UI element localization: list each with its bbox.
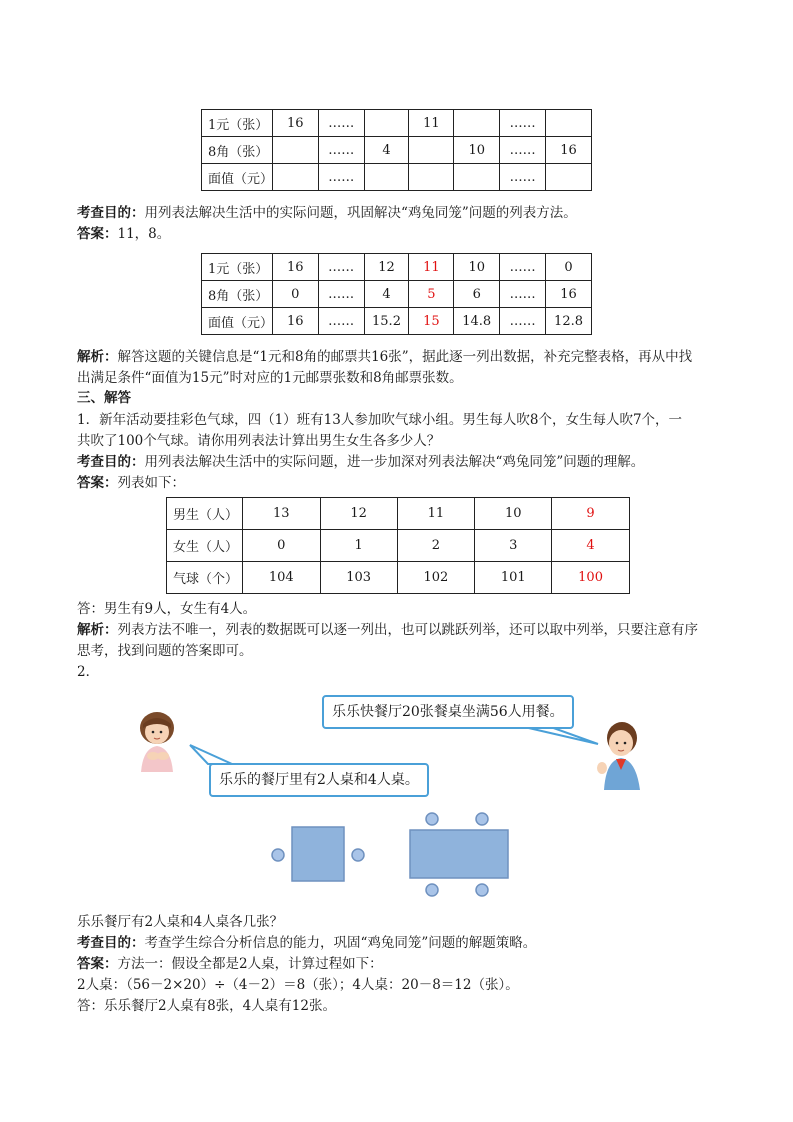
table-cell: 0 <box>242 530 320 562</box>
answer-label: 答案 <box>77 956 104 972</box>
table-cell: …… <box>500 137 546 164</box>
table-cell: 2 <box>397 530 475 562</box>
table-cell <box>272 164 318 191</box>
seat-icon <box>426 884 438 896</box>
label-colon: ： <box>131 935 145 951</box>
table-cell: 4 <box>364 281 409 308</box>
highlight-cell: 11 <box>409 254 454 281</box>
bubble-tail-left <box>190 745 232 764</box>
row-header: 女生（人） <box>167 530 243 562</box>
highlight-cell: 9 <box>552 498 630 530</box>
purpose-line-1 <box>77 203 577 223</box>
table-cell: …… <box>318 137 364 164</box>
table-row <box>202 137 592 164</box>
label-colon: ： <box>104 226 118 242</box>
table-row <box>202 164 592 191</box>
purpose-label: 考查目的 <box>77 935 131 951</box>
table-cell: 103 <box>320 562 397 594</box>
table-row <box>167 498 630 530</box>
label-colon: ： <box>131 205 145 221</box>
table-row <box>167 562 630 594</box>
row-header: 面值（元） <box>202 164 273 191</box>
analysis-line-1 <box>77 347 692 367</box>
table-cell <box>364 110 409 137</box>
answer-text: 方法一：假设全都是2人桌，计算过程如下： <box>117 956 383 972</box>
analysis-line-2 <box>77 620 698 640</box>
answer-text: 列表如下： <box>117 475 185 491</box>
highlight-cell: 15 <box>409 308 454 335</box>
question-number: 2． <box>77 664 100 680</box>
table-cell <box>454 110 500 137</box>
table-cell <box>409 137 454 164</box>
table-cell: 1 <box>320 530 397 562</box>
table-cell: 0 <box>272 281 318 308</box>
purpose-line-2 <box>77 452 644 472</box>
four-person-table-diagram <box>406 808 512 900</box>
question-text: 1．新年活动要挂彩色气球，四（1）班有13人参加吹气球小组。男生每人吹8个，女生每人吹7个，一 <box>77 412 683 428</box>
table-cell: 12.8 <box>546 308 592 335</box>
table-row <box>202 254 592 281</box>
table-cell: 0 <box>546 254 592 281</box>
boy-illustration <box>594 718 644 790</box>
purpose-label: 考查目的 <box>77 205 131 221</box>
answer-line-2 <box>77 473 185 493</box>
table-cell: 11 <box>409 110 454 137</box>
table-cell: 16 <box>546 281 592 308</box>
table-cell: 16 <box>272 110 318 137</box>
speech-bubble-boy <box>322 695 574 729</box>
table-cell: …… <box>500 308 546 335</box>
table-cell: 15.2 <box>364 308 409 335</box>
row-header: 面值（元） <box>202 308 273 335</box>
table-cell: …… <box>318 281 364 308</box>
analysis-label: 解析 <box>77 349 104 365</box>
table-row <box>167 530 630 562</box>
table-cell: 6 <box>454 281 500 308</box>
table-cell: 102 <box>397 562 475 594</box>
purpose-text: 用列表法解决生活中的实际问题，进一步加深对列表法解决“鸡兔同笼”问题的理解。 <box>144 454 645 470</box>
table-cell: …… <box>500 110 546 137</box>
two-person-table-diagram <box>266 823 370 885</box>
question-text: 乐乐餐厅有2人桌和4人桌各几张？ <box>77 914 284 930</box>
section-title: 三、解答 <box>77 390 131 406</box>
answer-label: 答案 <box>77 226 104 242</box>
table-cell: …… <box>318 254 364 281</box>
label-colon: ： <box>104 349 118 365</box>
row-header: 1元（张） <box>202 254 273 281</box>
row-header: 男生（人） <box>167 498 243 530</box>
speech-bubble-girl <box>209 763 429 797</box>
label-colon: ： <box>104 475 118 491</box>
table-cell <box>364 164 409 191</box>
balloon-table <box>166 497 630 594</box>
label-colon: ： <box>104 956 118 972</box>
table-cell: 4 <box>364 137 409 164</box>
row-header: 1元（张） <box>202 110 273 137</box>
table-cell: 16 <box>546 137 592 164</box>
row-header: 8角（张） <box>202 281 273 308</box>
highlight-cell: 5 <box>409 281 454 308</box>
table-cell: 3 <box>475 530 552 562</box>
seat-icon <box>272 849 284 861</box>
label-colon: ： <box>131 454 145 470</box>
purpose-text: 用列表法解决生活中的实际问题，巩固解决“鸡兔同笼”问题的列表方法。 <box>144 205 577 221</box>
seat-icon <box>352 849 364 861</box>
label-colon: ： <box>104 622 118 638</box>
table-cell: …… <box>318 164 364 191</box>
answer-line-3 <box>77 954 383 974</box>
seat-icon <box>426 813 438 825</box>
final-answer: 答：乐乐餐厅2人桌有8张，4人桌有12张。 <box>77 998 336 1014</box>
answer-line-1 <box>77 224 170 244</box>
table-cell: …… <box>318 110 364 137</box>
table-cell <box>546 164 592 191</box>
stamp-table-empty <box>201 109 592 191</box>
table-cell <box>546 110 592 137</box>
seat-icon <box>476 813 488 825</box>
four-person-table <box>410 830 508 878</box>
answer-text: 11，8。 <box>117 226 171 242</box>
calculation-line: 2人桌：（56－2×20）÷（4－2）＝8（张）；4人桌：20－8＝12（张）。 <box>77 977 519 993</box>
answer-label: 答案 <box>77 475 104 491</box>
table-cell: 10 <box>454 137 500 164</box>
purpose-line-3 <box>77 933 536 953</box>
purpose-text: 考查学生综合分析信息的能力，巩固“鸡兔同笼”问题的解题策略。 <box>144 935 537 951</box>
highlight-cell: 100 <box>552 562 630 594</box>
analysis-text: 列表方法不唯一，列表的数据既可以逐一列出，也可以跳跃列举，还可以取中列举，只要注意有序 <box>117 622 698 638</box>
analysis-text: 出满足条件“面值为15元”时对应的1元邮票张数和8角邮票张数。 <box>77 370 463 386</box>
table-cell: 12 <box>364 254 409 281</box>
row-header: 气球（个） <box>167 562 243 594</box>
table-row <box>202 281 592 308</box>
table-cell: …… <box>500 254 546 281</box>
table-cell: 14.8 <box>454 308 500 335</box>
table-cell: 10 <box>475 498 552 530</box>
purpose-label: 考查目的 <box>77 454 131 470</box>
table-cell: 12 <box>320 498 397 530</box>
analysis-text: 思考，找到问题的答案即可。 <box>77 643 253 659</box>
answer-sentence: 答：男生有9人，女生有4人。 <box>77 601 257 617</box>
bubble-text: 乐乐的餐厅里有2人桌和4人桌。 <box>219 772 419 788</box>
table-cell <box>454 164 500 191</box>
table-cell: 13 <box>242 498 320 530</box>
table-cell: …… <box>500 164 546 191</box>
bubble-text: 乐乐快餐厅20张餐桌坐满56人用餐。 <box>332 704 564 720</box>
table-cell: 101 <box>475 562 552 594</box>
table-cell <box>272 137 318 164</box>
table-row <box>202 110 592 137</box>
two-person-table <box>292 827 344 881</box>
table-cell <box>409 164 454 191</box>
seat-icon <box>476 884 488 896</box>
table-cell: 16 <box>272 308 318 335</box>
row-header: 8角（张） <box>202 137 273 164</box>
table-cell: 104 <box>242 562 320 594</box>
highlight-cell: 4 <box>552 530 630 562</box>
table-row <box>202 308 592 335</box>
question-text: 共吹了100个气球。请你用列表法计算出男生女生各多少人？ <box>77 433 441 449</box>
table-cell: …… <box>318 308 364 335</box>
analysis-text: 解答这题的关键信息是“1元和8角的邮票共16张”，据此逐一列出数据，补充完整表格，再从中找 <box>117 349 693 365</box>
table-cell: 16 <box>272 254 318 281</box>
table-cell: 11 <box>397 498 475 530</box>
analysis-label: 解析 <box>77 622 104 638</box>
girl-illustration <box>133 710 183 772</box>
table-cell: 10 <box>454 254 500 281</box>
stamp-table-filled <box>201 253 592 335</box>
table-cell: …… <box>500 281 546 308</box>
